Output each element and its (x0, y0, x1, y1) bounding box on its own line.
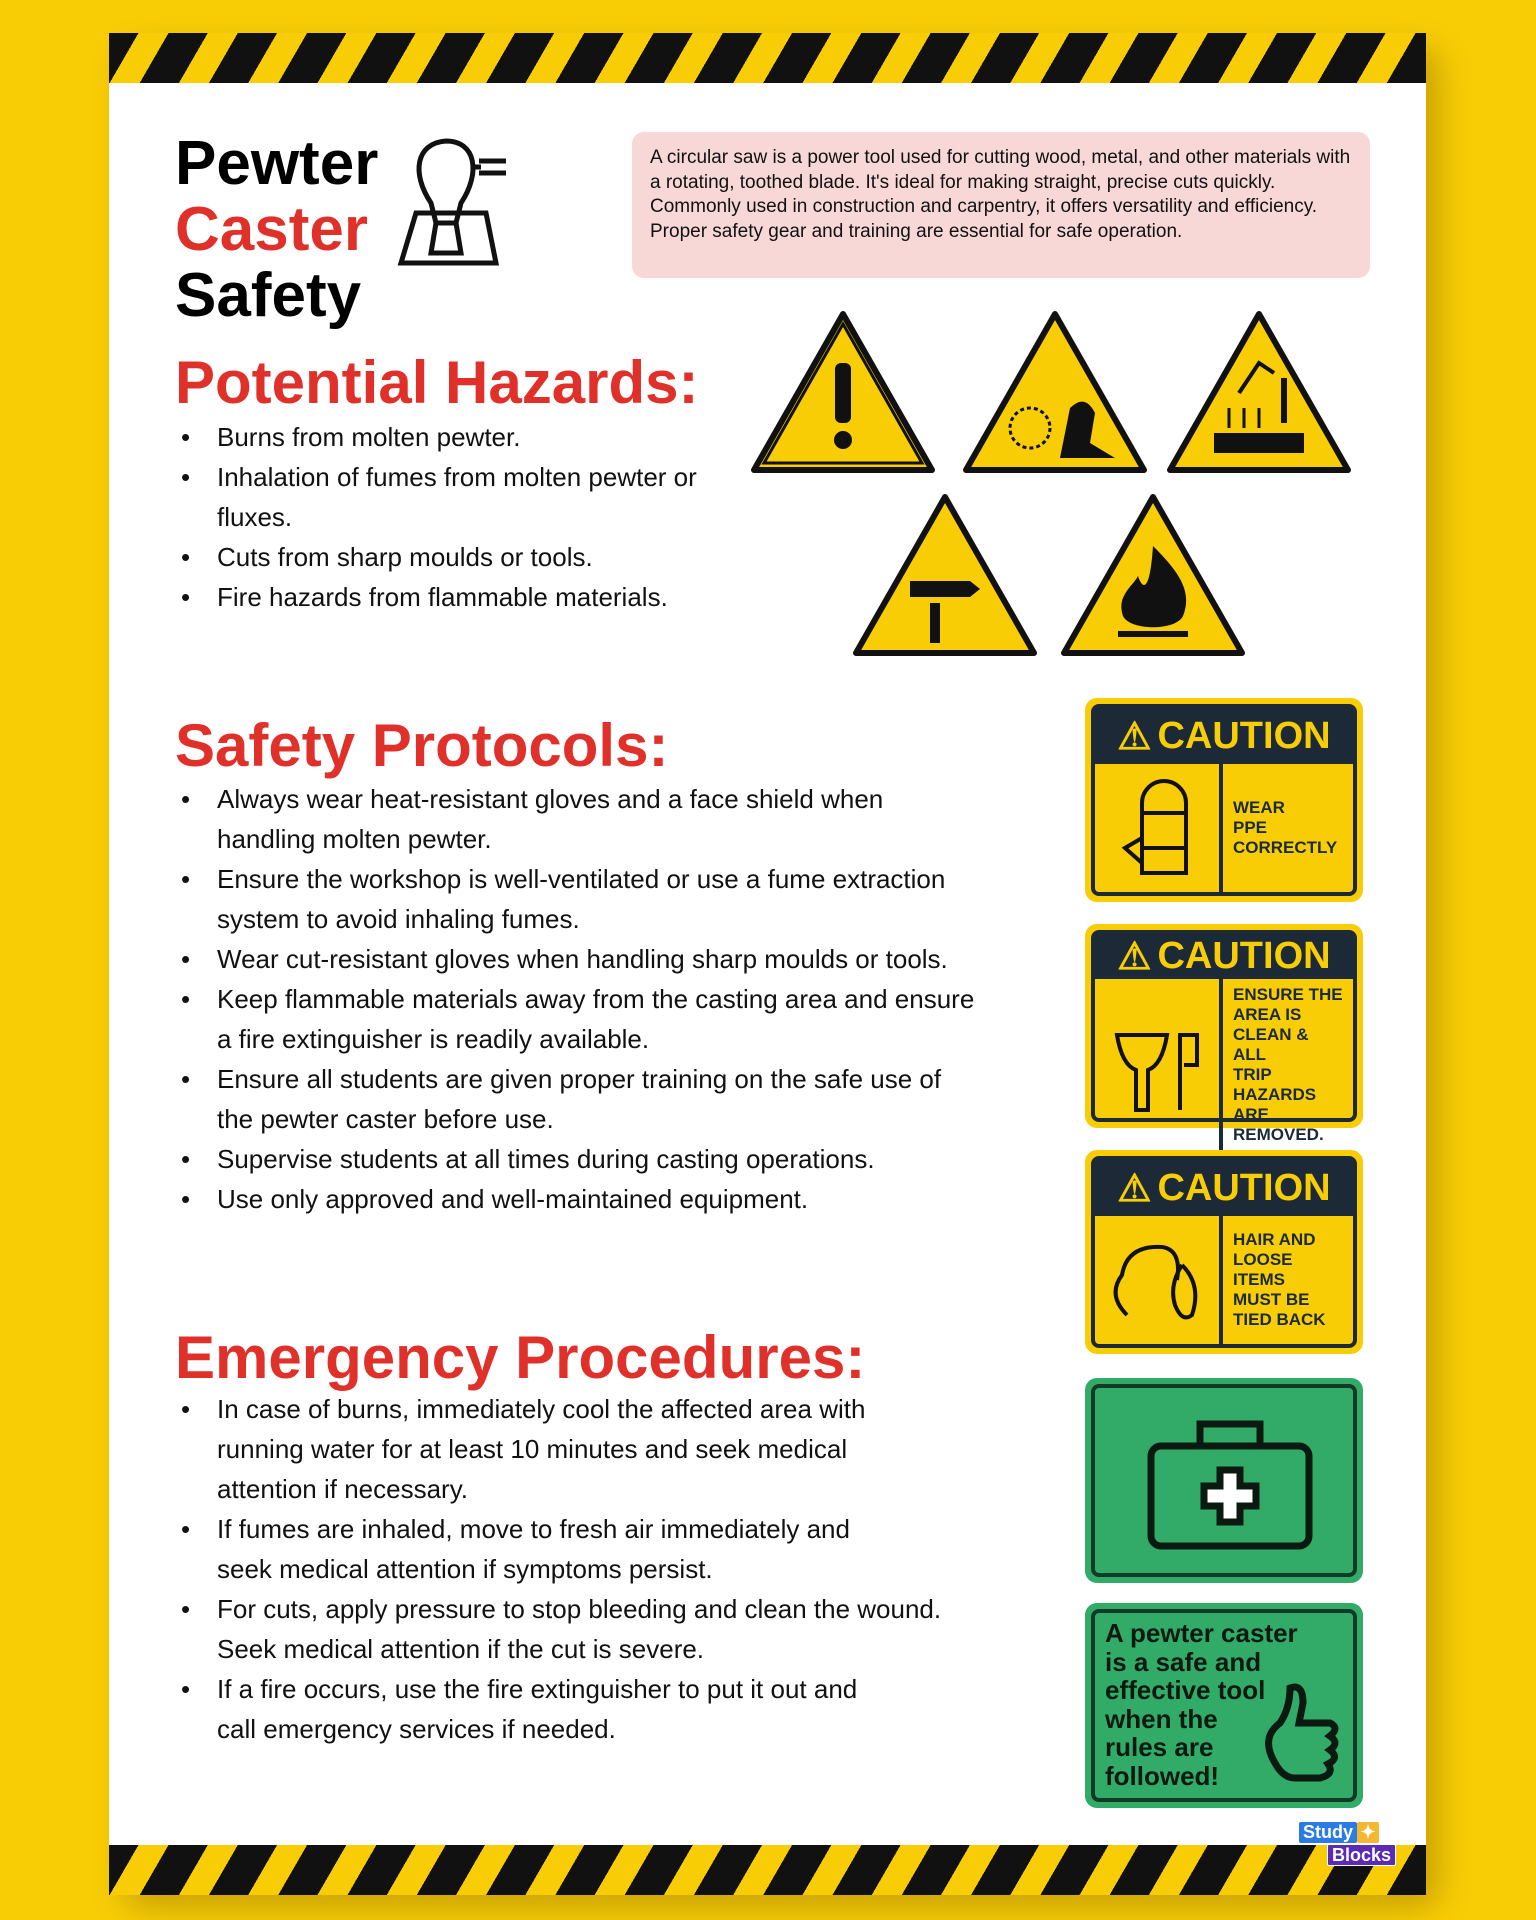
emergency-heading: Emergency Procedures: (175, 1324, 866, 1391)
protocols-heading: Safety Protocols: (175, 712, 669, 779)
closing-message-sign (1085, 1603, 1363, 1808)
list-item: • Always wear heat-resistant gloves and a face shield when handling molten pewter. (175, 779, 975, 859)
caution-text: WEAR PPE CORRECTLY (1233, 798, 1338, 857)
warning-flammable-icon (1058, 491, 1248, 659)
caution-header: CAUTION (1157, 714, 1331, 757)
list-item: • If a fire occurs, use the fire extinguisher to put it out and call emergency services if needed. (175, 1669, 895, 1749)
caution-sign-clean (1085, 924, 1363, 1144)
warning-triangle-icon: ⚠ (1117, 1167, 1152, 1210)
list-item: • For cuts, apply pressure to stop bleeding and clean the wound. Seek medical attention if the cut is severe. (175, 1589, 975, 1669)
poster (109, 33, 1426, 1895)
list-item: • In case of burns, immediately cool the affected area with running water for at least 10 minutes and seek medical attention if necessary. (175, 1389, 895, 1509)
list-item: • Supervise students at all times during casting operations. (175, 1139, 975, 1179)
emergency-list (175, 1389, 975, 1749)
first-aid-sign (1085, 1378, 1363, 1583)
title-line: Caster (175, 195, 368, 264)
title-line: Pewter (175, 129, 379, 198)
glove-icon (1095, 764, 1223, 892)
warning-explosion-icon (960, 308, 1150, 476)
list-item: • Keep flammable materials away from the casting area and ensure a fire extinguisher is readily available. (175, 979, 975, 1059)
logo-blocks: Blocks (1327, 1844, 1396, 1866)
warning-general-icon (748, 308, 938, 476)
hazards-list (175, 417, 735, 617)
hazards-heading: Potential Hazards: (175, 349, 699, 416)
hair-tied-icon (1095, 1216, 1223, 1344)
list-item: • Ensure the workshop is well-ventilated or use a fume extraction system to avoid inhaling fumes. (175, 859, 975, 939)
warning-sharp-tool-icon (850, 491, 1040, 659)
pewter-caster-icon (391, 133, 511, 273)
caution-text: ENSURE THE AREA IS CLEAN & ALL TRIP HAZARDS ARE REMOVED. (1233, 985, 1343, 1144)
list-item: • Inhalation of fumes from molten pewter or fluxes. (175, 457, 735, 537)
page-title (175, 131, 378, 329)
logo-study: Study (1299, 1822, 1357, 1843)
list-item: • Burns from molten pewter. (175, 417, 735, 457)
list-item: • If fumes are inhaled, move to fresh air immediately and seek medical attention if symptoms persist. (175, 1509, 875, 1589)
warning-triangle-icon: ⚠ (1117, 715, 1152, 758)
list-item: • Wear cut-resistant gloves when handling sharp moulds or tools. (175, 939, 975, 979)
protocols-list (175, 779, 975, 1219)
hazard-stripe-top (109, 33, 1426, 83)
list-item: • Use only approved and well-maintained equipment. (175, 1179, 975, 1219)
sparkle-icon: ✦ (1357, 1822, 1379, 1843)
thumbs-up-icon (1255, 1678, 1345, 1788)
list-item: • Fire hazards from flammable materials. (175, 577, 735, 617)
list-item: • Ensure all students are given proper training on the safe use of the pewter caster before use. (175, 1059, 975, 1139)
dustpan-brush-icon (1095, 979, 1223, 1151)
title-line: Safety (175, 261, 362, 330)
warning-triangle-icon: ⚠ (1117, 936, 1152, 978)
caution-header: CAUTION (1157, 1166, 1331, 1209)
study-blocks-logo (1299, 1822, 1392, 1868)
first-aid-kit-icon (1145, 1412, 1315, 1552)
closing-message: A pewter caster is a safe and effective tool when the rules are followed! (1105, 1618, 1298, 1791)
hazard-stripe-bottom (109, 1845, 1426, 1895)
intro-description: A circular saw is a power tool used for cutting wood, metal, and other materials with a rotating, toothed blade. It's ideal for making straight, precise cuts quickly. Commonly used in construction and carpentry, it offers versatility and efficiency. Proper safety gear and training are essential for safe operation. (632, 132, 1370, 278)
list-item: • Cuts from sharp moulds or tools. (175, 537, 735, 577)
warning-hot-surface-icon (1164, 308, 1354, 476)
caution-text: HAIR AND LOOSE ITEMS MUST BE TIED BACK (1233, 1230, 1326, 1329)
caution-sign-ppe (1085, 698, 1363, 902)
caution-sign-hair (1085, 1150, 1363, 1354)
caution-header: CAUTION (1157, 935, 1331, 977)
